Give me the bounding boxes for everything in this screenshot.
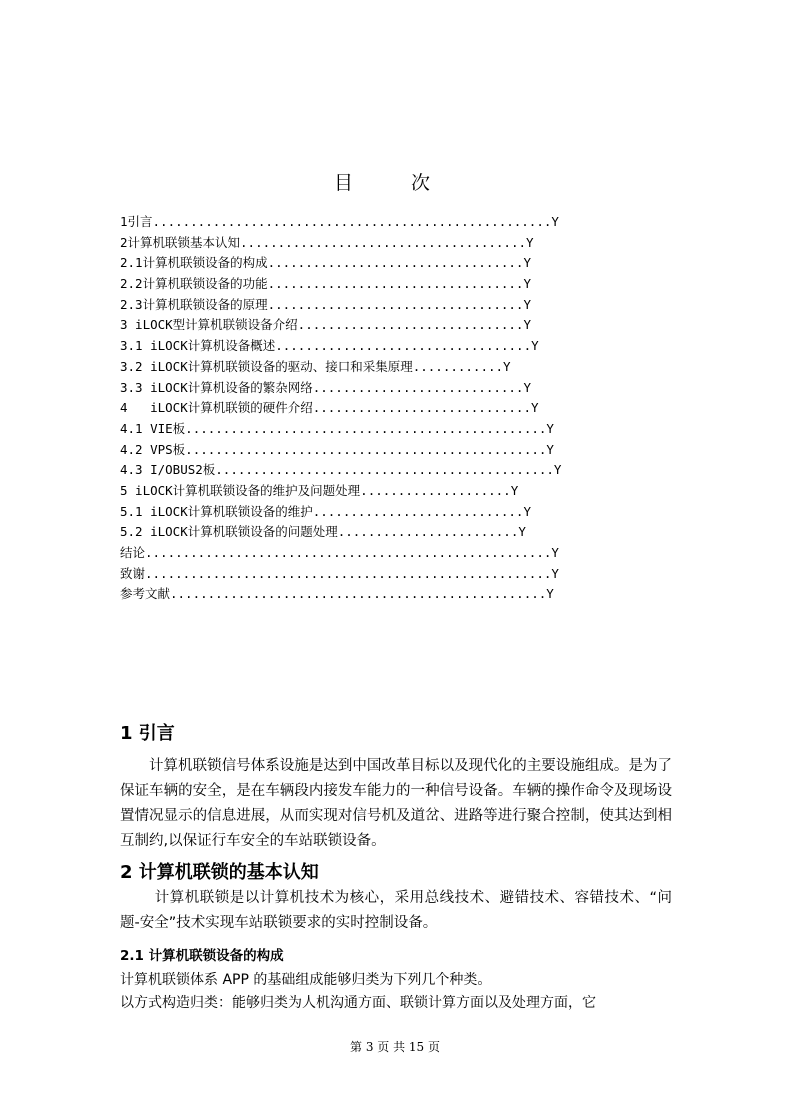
page-footer: 第 3 页 共 15 页 bbox=[350, 1040, 440, 1054]
toc-entry[interactable]: 1引言.....................................................Y bbox=[120, 214, 559, 229]
toc-entry[interactable]: 4.1 VIE板................................................Y bbox=[120, 420, 554, 436]
toc-entry[interactable]: 5.2 iLOCK计算机联锁设备的问题处理........................Y bbox=[120, 524, 526, 540]
toc-entry[interactable]: 4.3 I/OBUS2板.............................................Y bbox=[120, 462, 562, 478]
composition-line-1: 计算机联锁体系 APP 的基础组成能够归类为下列几个种类。 bbox=[120, 972, 492, 988]
toc-entry[interactable]: 5 iLOCK计算机联锁设备的维护及问题处理....................Y bbox=[120, 482, 519, 498]
toc-entry[interactable]: 2计算机联锁基本认知......................................Y bbox=[120, 234, 534, 250]
toc-entry[interactable]: 5.1 iLOCK计算机联锁设备的维护............................Y bbox=[120, 503, 531, 519]
toc-entry[interactable]: 致谢......................................................Y bbox=[120, 565, 559, 581]
toc-title: 目 次 bbox=[333, 172, 457, 194]
toc-entry[interactable]: 4 iLOCK计算机联锁的硬件介绍.............................Y bbox=[120, 400, 539, 416]
toc-entry[interactable]: 参考文献..................................................Y bbox=[120, 586, 554, 602]
section-heading-basic-knowledge: 2 计算机联锁的基本认知 bbox=[120, 862, 319, 883]
composition-line-2: 以方式构造归类：能够归类为人机沟通方面、联锁计算方面以及处理方面，它 bbox=[120, 995, 596, 1011]
toc-entry[interactable]: 结论......................................................Y bbox=[120, 545, 559, 560]
subsection-heading-composition: 2.1 计算机联锁设备的构成 bbox=[120, 948, 284, 964]
toc-entry[interactable]: 3.2 iLOCK计算机联锁设备的驱动、接口和采集原理............Y bbox=[120, 358, 511, 374]
toc-entry[interactable]: 2.3计算机联锁设备的原理..................................Y bbox=[120, 296, 531, 312]
toc-entry[interactable]: 2.2计算机联锁设备的功能..................................Y bbox=[120, 276, 531, 292]
toc-entry[interactable]: 4.2 VPS板................................................Y bbox=[120, 441, 554, 457]
toc-entry[interactable]: 3.3 iLOCK计算机设备的繁杂网络............................Y bbox=[120, 379, 531, 395]
table-of-contents bbox=[120, 212, 610, 605]
basic-knowledge-paragraph: 计算机联锁是以计算机技术为核心，采用总线技术、避错技术、容错技术、“问题-安全”技术实现车站联锁要求的实时控制设备。 bbox=[120, 890, 672, 931]
toc-entry[interactable]: 3 iLOCK型计算机联锁设备介绍..............................Y bbox=[120, 317, 531, 333]
toc-entry[interactable]: 2.1计算机联锁设备的构成..................................Y bbox=[120, 255, 531, 271]
section-heading-introduction: 1 引言 bbox=[120, 723, 175, 744]
introduction-paragraph: 计算机联锁信号体系设施是达到中国改革目标以及现代化的主要设施组成。是为了保证车辆的安全，是在车辆段内接发车能力的一种信号设备。车辆的操作命令及现场设置情况显示的信息进展，从而实现对信号机及道岔、进路等进行聚合控制，使其达到相互制约,以保证行车安全的车站联锁设备。 bbox=[120, 758, 672, 849]
toc-entry[interactable]: 3.1 iLOCK计算机设备概述..................................Y bbox=[120, 338, 539, 354]
